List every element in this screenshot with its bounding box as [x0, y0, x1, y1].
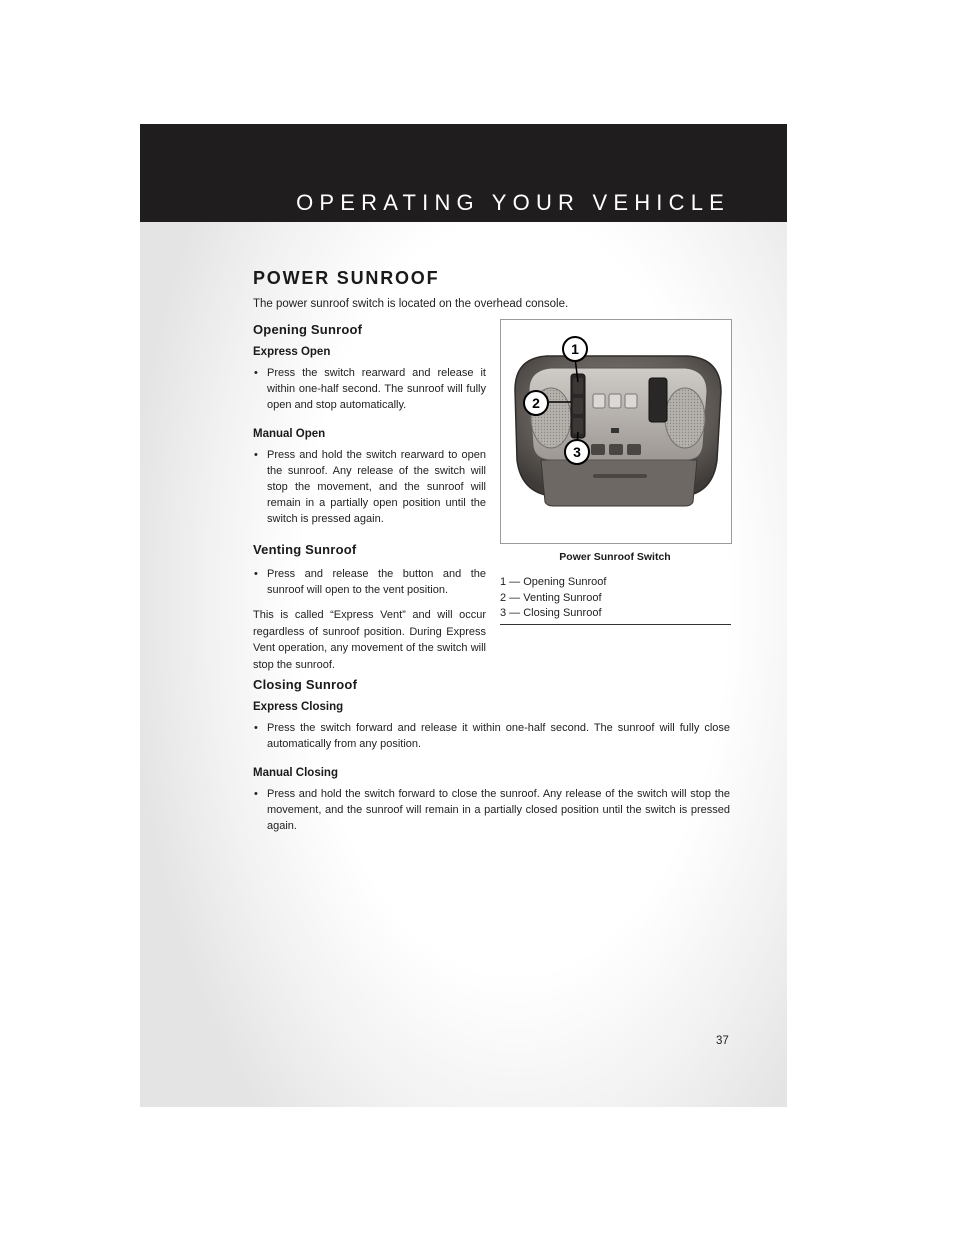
chapter-title: OPERATING YOUR VEHICLE	[296, 190, 730, 215]
express-open-heading: Express Open	[253, 346, 331, 358]
sunroof-close-segment	[573, 418, 583, 434]
express-vent-paragraph: This is called “Express Vent” and will occur regardless of sunroof position. During Express Vent operation, any movement of the switch will stop the sunroof.	[253, 609, 486, 671]
manual-open-text: Press and hold the switch rearward to open the sunroof. Any release of the switch will stop the movement, and the sunroof will remain in a partially open position until the switch is pressed again.	[267, 449, 486, 525]
express-closing-bullet	[253, 720, 730, 752]
homelink-button-1	[593, 394, 605, 408]
sunroof-vent-segment	[573, 398, 583, 414]
closing-section	[253, 677, 730, 843]
manual-closing-bullet	[253, 786, 730, 834]
legend-item: 1 — Opening Sunroof	[500, 576, 607, 588]
lower-button-1	[591, 444, 605, 455]
homelink-button-2	[609, 394, 621, 408]
manual-closing-heading: Manual Closing	[253, 767, 338, 779]
express-open-text: Press the switch rearward and release it within one-half second. The sunroof will fully open and stop automatically.	[267, 367, 486, 411]
left-column	[253, 322, 486, 687]
express-open-bullet	[253, 365, 486, 413]
opening-heading: Opening Sunroof	[253, 322, 363, 337]
bullet-dot: •	[254, 367, 258, 379]
callout-3-label: 3	[573, 444, 581, 460]
express-closing-heading: Express Closing	[253, 701, 344, 713]
manual-open-heading: Manual Open	[253, 428, 326, 440]
callout-2-label: 2	[532, 395, 540, 411]
legend-rule	[500, 624, 731, 625]
express-closing-text: Press the switch forward and release it within one-half second. The sunroof will fully close automatically from any position.	[267, 722, 730, 750]
overhead-console-image	[501, 320, 731, 543]
venting-bullet-text: Press and release the button and the sunroof will open to the vent position.	[267, 568, 486, 596]
page-number: 37	[716, 1035, 729, 1047]
figure-caption: Power Sunroof Switch	[559, 551, 671, 563]
section-title: POWER SUNROOF	[253, 268, 440, 288]
closing-heading: Closing Sunroof	[253, 677, 358, 692]
bullet-dot: •	[254, 788, 258, 800]
intro-text: The power sunroof switch is located on the overhead console.	[253, 298, 569, 310]
sunglass-bin	[649, 378, 667, 422]
right-map-light	[665, 388, 705, 448]
bin-handle	[593, 474, 647, 478]
lower-button-3	[627, 444, 641, 455]
lower-button-2	[609, 444, 623, 455]
header-band	[140, 124, 787, 222]
bullet-dot: •	[254, 722, 258, 734]
indicator-light	[611, 428, 619, 433]
venting-bullet	[253, 566, 486, 598]
manual-closing-text: Press and hold the switch forward to close the sunroof. Any release of the switch will stop the movement, and the sunroof will remain in a partially closed position until the switch is pressed again.	[267, 788, 730, 832]
legend-item: 2 — Venting Sunroof	[500, 591, 602, 604]
callout-1-label: 1	[571, 341, 579, 357]
bullet-dot: •	[254, 449, 258, 461]
storage-bin	[541, 460, 697, 506]
sunroof-switch-figure	[500, 319, 732, 544]
figure-legend	[500, 575, 730, 622]
manual-open-bullet	[253, 447, 486, 527]
manual-page	[140, 124, 787, 1107]
legend-item: 3 — Closing Sunroof	[500, 607, 602, 619]
bullet-dot: •	[254, 568, 258, 580]
venting-heading: Venting Sunroof	[253, 542, 357, 557]
homelink-button-3	[625, 394, 637, 408]
